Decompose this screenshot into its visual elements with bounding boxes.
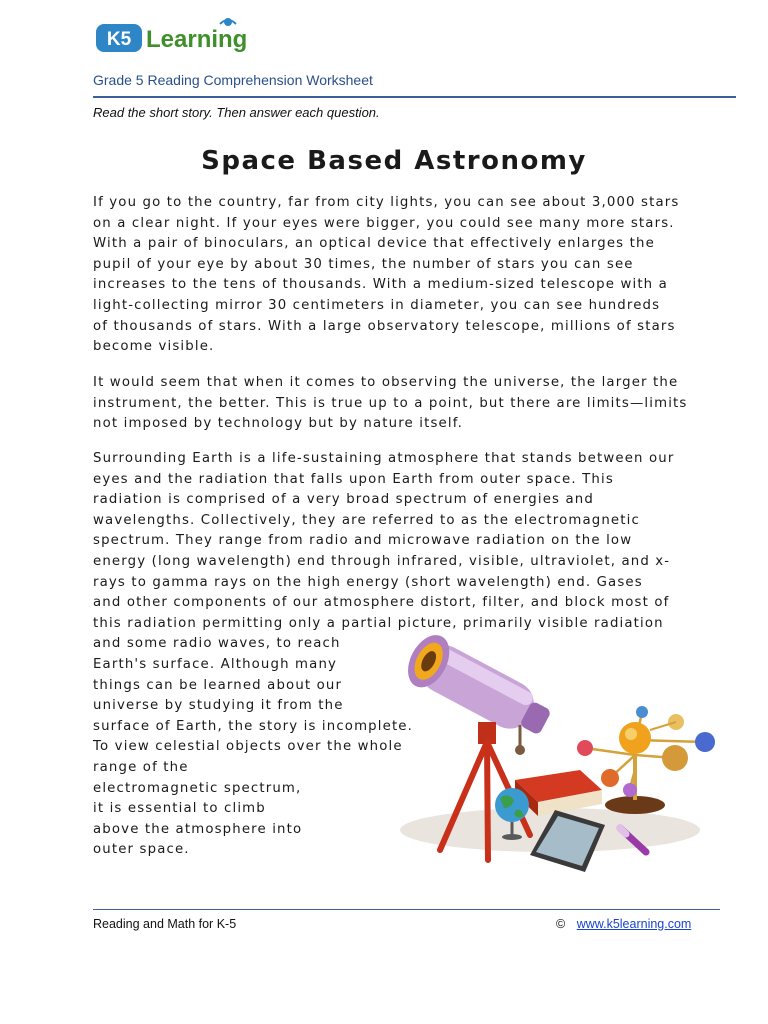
paragraph-line: With a pair of binoculars, an optical device that effectively enlarges the: [93, 236, 655, 252]
paragraph-line: eyes and the radiation that falls upon Earth from outer space. This: [93, 471, 614, 487]
header-divider: [93, 96, 736, 98]
astronomy-illustration: [380, 630, 725, 885]
paragraph-line: If you go to the country, far from city lights, you can see about 3,000 stars: [93, 195, 680, 210]
paragraph-line: things can be learned about our: [93, 677, 343, 693]
paragraph-line: It would seem that when it comes to observing the universe, the larger the: [93, 375, 679, 390]
paragraph-line: surface of Earth, the story is incomplete.: [93, 718, 414, 734]
paragraph-line: energy (long wavelength) end through infrared, visible, ultraviolet, and x-: [93, 553, 671, 569]
story-paragraph-2: [93, 373, 697, 435]
footer-tagline: Reading and Math for K-5: [93, 917, 237, 931]
paragraph-line: pupil of your eye by about 30 times, the number of stars you can see: [93, 256, 634, 272]
website-link[interactable]: www.k5learning.com: [576, 917, 692, 931]
paragraph-line: To view celestial objects over the whole: [93, 739, 403, 755]
footer-copyright: [556, 917, 691, 931]
footer-divider: [93, 909, 720, 910]
paragraph-line: Surrounding Earth is a life-sustaining atmosphere that stands between our: [93, 451, 675, 466]
logo-k5-text: K5: [106, 29, 132, 50]
paragraph-line: instrument, the better. This is true up to a point, but there are limits—limits: [93, 395, 688, 411]
copyright-icon: ©: [556, 917, 566, 931]
worksheet-subtitle: Grade 5 Reading Comprehension Worksheet: [93, 72, 373, 88]
paragraph-line: above the atmosphere into: [93, 821, 303, 837]
paragraph-line: range of the: [93, 759, 189, 775]
paragraph-line: rays to gamma rays on the high energy (short wavelength) end. Gases: [93, 574, 643, 590]
paragraph-line: and other components of our atmosphere distort, filter, and block most of: [93, 595, 670, 611]
paragraph-line: this radiation permitting only a partial picture, primarily visible radiation: [93, 615, 664, 631]
paragraph-line: of thousands of stars. With a large observatory telescope, millions of stars: [93, 318, 676, 334]
paragraph-line: electromagnetic spectrum,: [93, 780, 302, 796]
paragraph-line: become visible.: [93, 339, 215, 355]
k5-learning-logo[interactable]: [94, 14, 264, 58]
paragraph-line: universe by studying it from the: [93, 698, 344, 714]
instructions: Read the short story. Then answer each question.: [93, 105, 380, 120]
paragraph-line: spectrum. They range from radio and microwave radiation on the low: [93, 533, 633, 549]
paragraph-line: light-collecting mirror 30 centimeters in diameter, you can see hundreds: [93, 297, 661, 313]
paragraph-line: not imposed by technology but by nature itself.: [93, 416, 463, 432]
paragraph-line: increases to the tens of thousands. With a medium-sized telescope with a: [93, 277, 668, 293]
logo-wordmark: Learning: [146, 26, 248, 53]
story-paragraph-1: [93, 193, 697, 358]
paragraph-line: on a clear night. If your eyes were bigger, you could see many more stars.: [93, 215, 675, 231]
paragraph-line: radiation is comprised of a very broad spectrum of energies and: [93, 492, 594, 508]
paragraph-line: and some radio waves, to reach: [93, 636, 341, 652]
paragraph-line: it is essential to climb: [93, 801, 266, 817]
paragraph-line: wavelengths. Collectively, they are referred to as the electromagnetic: [93, 512, 640, 528]
paragraph-line: Earth's surface. Although many: [93, 656, 338, 672]
story-title: Space Based Astronomy: [201, 146, 587, 176]
paragraph-line: outer space.: [93, 842, 190, 858]
